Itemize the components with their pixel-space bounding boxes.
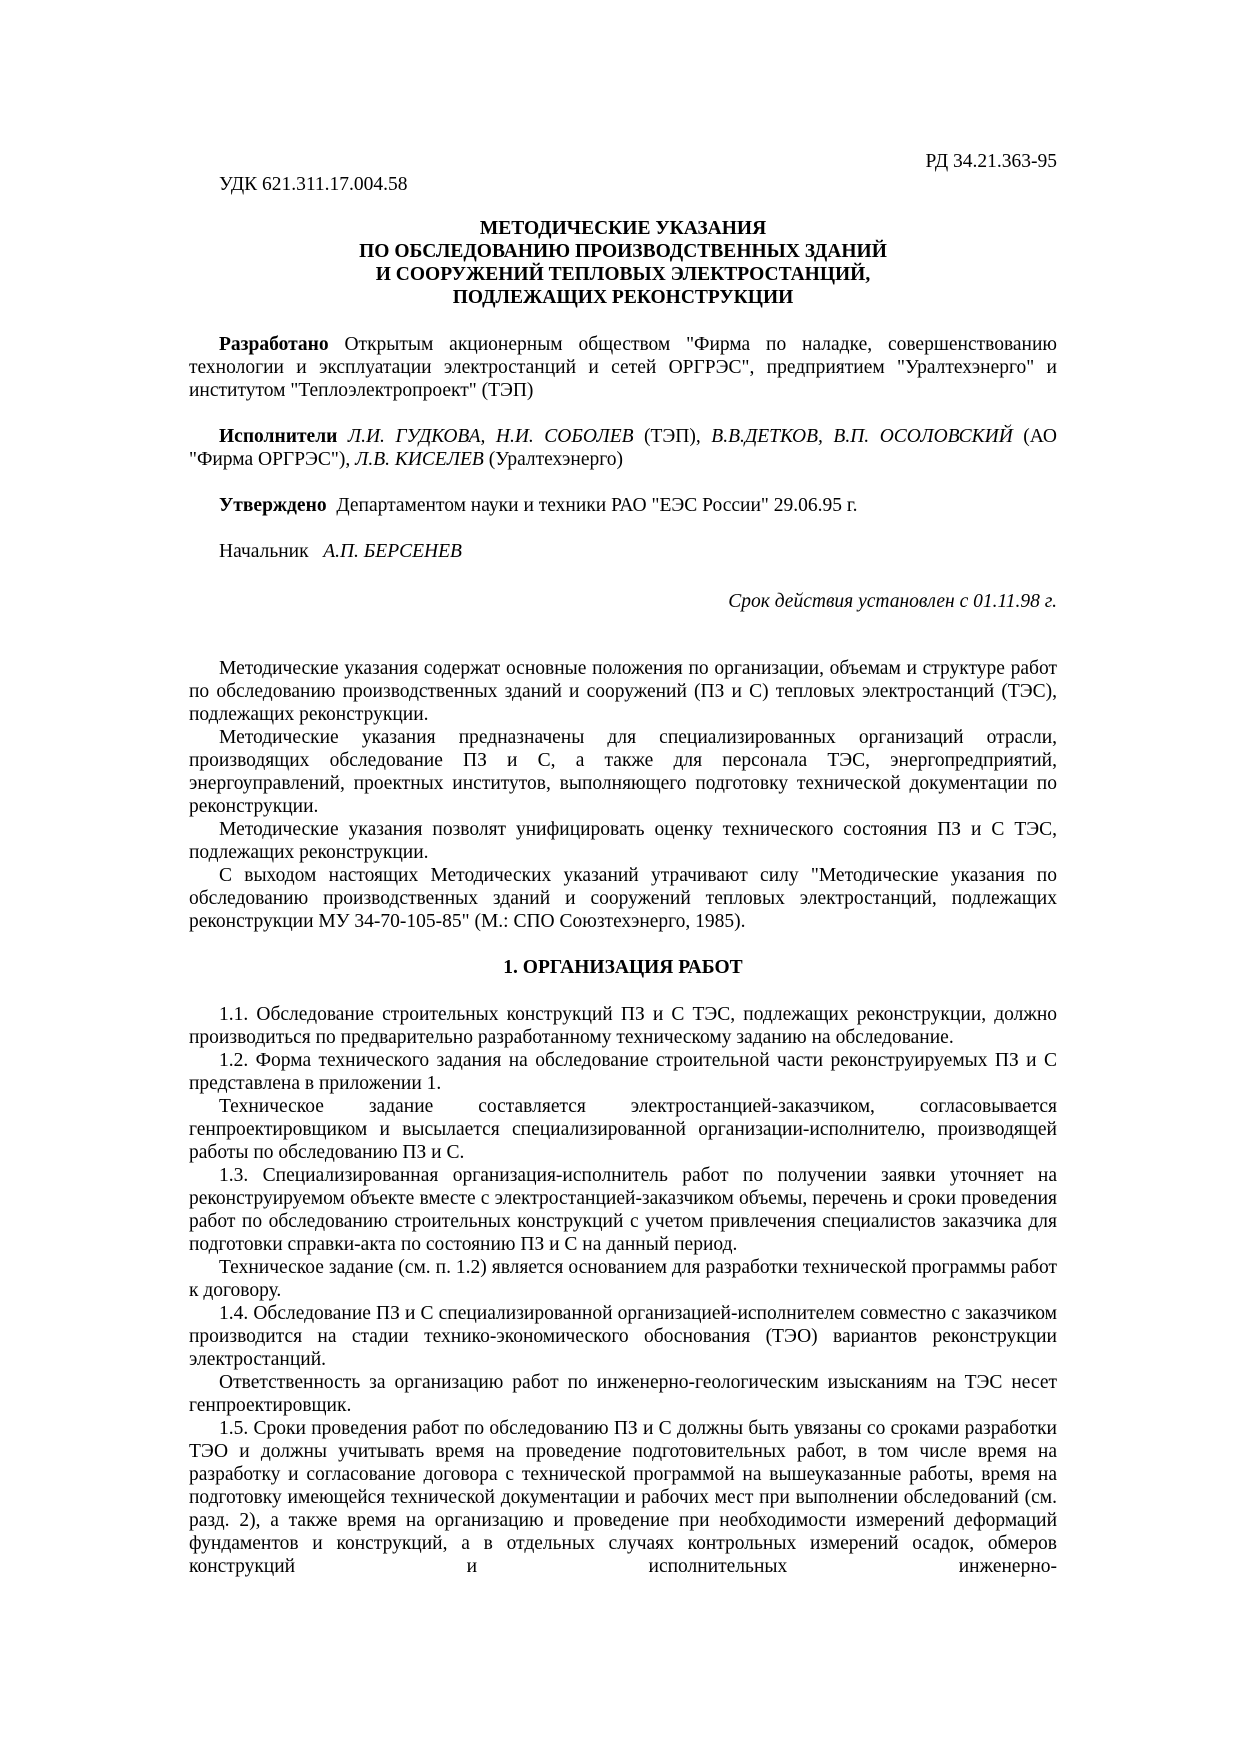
performer-org: (АО "Фирма ОРГРЭС"),: [189, 426, 1057, 470]
section-paragraph: 1.3. Специализированная организация-исполнитель работ по получении заявки уточняет на реконструируемом объекте вместе с электростанцией-заказчиком объемы, перечень и сроки проведения работ по обследованию строительных конструкций с учетом привлечения специалистов заказчика для подготовки справки-акта по состоянию ПЗ и С на данный период.: [189, 1165, 1057, 1255]
approved-text: Департаментом науки и техники РАО "ЕЭС России" 29.06.95 г.: [326, 495, 858, 516]
title-line: МЕТОДИЧЕСКИЕ УКАЗАНИЯ: [479, 218, 767, 239]
performer-names: Л.В. КИСЕЛЕВ: [355, 449, 484, 470]
title-line: ПО ОБСЛЕДОВАНИЮ ПРОИЗВОДСТВЕННЫХ ЗДАНИЙ: [359, 241, 887, 262]
section-paragraph: Техническое задание (см. п. 1.2) является основанием для разработки технической программы работ к договору.: [189, 1257, 1057, 1301]
chief-name: А.П. БЕРСЕНЕВ: [323, 541, 462, 562]
developed-label: Разработано: [219, 334, 329, 355]
approved-label: Утверждено: [219, 495, 327, 516]
intro-paragraph: Методические указания предназначены для специализированных организаций отрасли, производящих обследование ПЗ и С, а также для персонала ТЭС, энергопредприятий, энергоуправлений, проектных институтов, выполняющего подготовку технической документации по реконструкции.: [189, 727, 1057, 817]
validity-note: Срок действия установлен с 01.11.98 г.: [728, 591, 1057, 612]
section-paragraph: 1.5. Сроки проведения работ по обследованию ПЗ и С должны быть увязаны со сроками разработки ТЭО и должны учитывать время на проведение подготовительных работ, в том числе время на разработку и согласование договора с технической программой на вышеуказанные работы, время на подготовку имеющейся технической документации и рабочих мест при выполнении обследований (см. разд. 2), а также время на организацию и проведение при необходимости измерений деформаций фундаментов и конструкций, а в отдельных случаях контрольных измерений осадок, обмеров конструкций и исполнительных инженерно-: [189, 1418, 1057, 1577]
section-paragraph: 1.2. Форма технического задания на обследование строительной части реконструируемых ПЗ и С представлена в приложении 1.: [189, 1050, 1057, 1094]
developed-paragraph: [189, 333, 1057, 402]
performer-org: (Уралтехэнерго): [483, 449, 624, 470]
section-paragraph: Техническое задание составляется электростанцией-заказчиком, согласовывается генпроектировщиком и высылается специализированной организации-исполнителю, производящей работы по обследованию ПЗ и С.: [189, 1096, 1057, 1163]
performer-names: Л.И. ГУДКОВА, Н.И. СОБОЛЕВ: [347, 426, 634, 447]
developed-text: Открытым акционерным обществом "Фирма по наладке, совершенствованию технологии и эксплуатации электростанций и сетей ОРГРЭС", предприятием "Уралтехэнерго" и институтом "Теплоэлектропроект" (ТЭП): [189, 334, 1057, 401]
section-paragraph: Ответственность за организацию работ по инженерно-геологическим изысканиям на ТЭС несет генпроектировщик.: [189, 1372, 1057, 1416]
udk-code: УДК 621.311.17.004.58: [219, 174, 408, 195]
title-line: И СООРУЖЕНИЙ ТЕПЛОВЫХ ЭЛЕКТРОСТАНЦИЙ,: [375, 264, 871, 285]
intro-paragraph: С выходом настоящих Методических указаний утрачивают силу "Методические указания по обследованию производственных зданий и сооружений тепловых электростанций, подлежащих реконструкции МУ 34-70-105-85" (М.: СПО Союзтехэнерго, 1985).: [189, 865, 1057, 932]
intro-paragraph: Методические указания позволят унифицировать оценку технического состояния ПЗ и С ТЭС, подлежащих реконструкции.: [189, 819, 1057, 863]
performer-names: В.В.ДЕТКОВ, В.П. ОСОЛОВСКИЙ: [711, 426, 1013, 447]
section-1-body: [189, 1003, 1057, 1578]
approved-paragraph: [189, 494, 1057, 517]
section-paragraph: 1.4. Обследование ПЗ и С специализированной организацией-исполнителем совместно с заказчиком производится на стадии технико-экономического обоснования (ТЭО) вариантов реконструкции электростанций.: [189, 1303, 1057, 1370]
chief-label: Начальник: [219, 541, 309, 562]
title-line: ПОДЛЕЖАЩИХ РЕКОНСТРУКЦИИ: [452, 287, 794, 308]
document-title: [189, 217, 1057, 309]
performers-paragraph: [189, 425, 1057, 471]
document-code: РД 34.21.363-95: [925, 151, 1057, 172]
section-1-title: 1. ОРГАНИЗАЦИЯ РАБОТ: [503, 957, 743, 978]
intro-section: [189, 657, 1057, 933]
section-paragraph: 1.1. Обследование строительных конструкций ПЗ и С ТЭС, подлежащих реконструкции, должно производиться по предварительно разработанному техническому заданию на обследование.: [189, 1004, 1057, 1048]
performers-label: Исполнители: [219, 426, 338, 447]
chief-paragraph: [189, 540, 1057, 563]
performer-org: (ТЭП),: [633, 426, 712, 447]
intro-paragraph: Методические указания содержат основные положения по организации, объемам и структуре работ по обследованию производственных зданий и сооружений (ПЗ и С) тепловых электростанций (ТЭС), подлежащих реконструкции.: [189, 658, 1057, 725]
